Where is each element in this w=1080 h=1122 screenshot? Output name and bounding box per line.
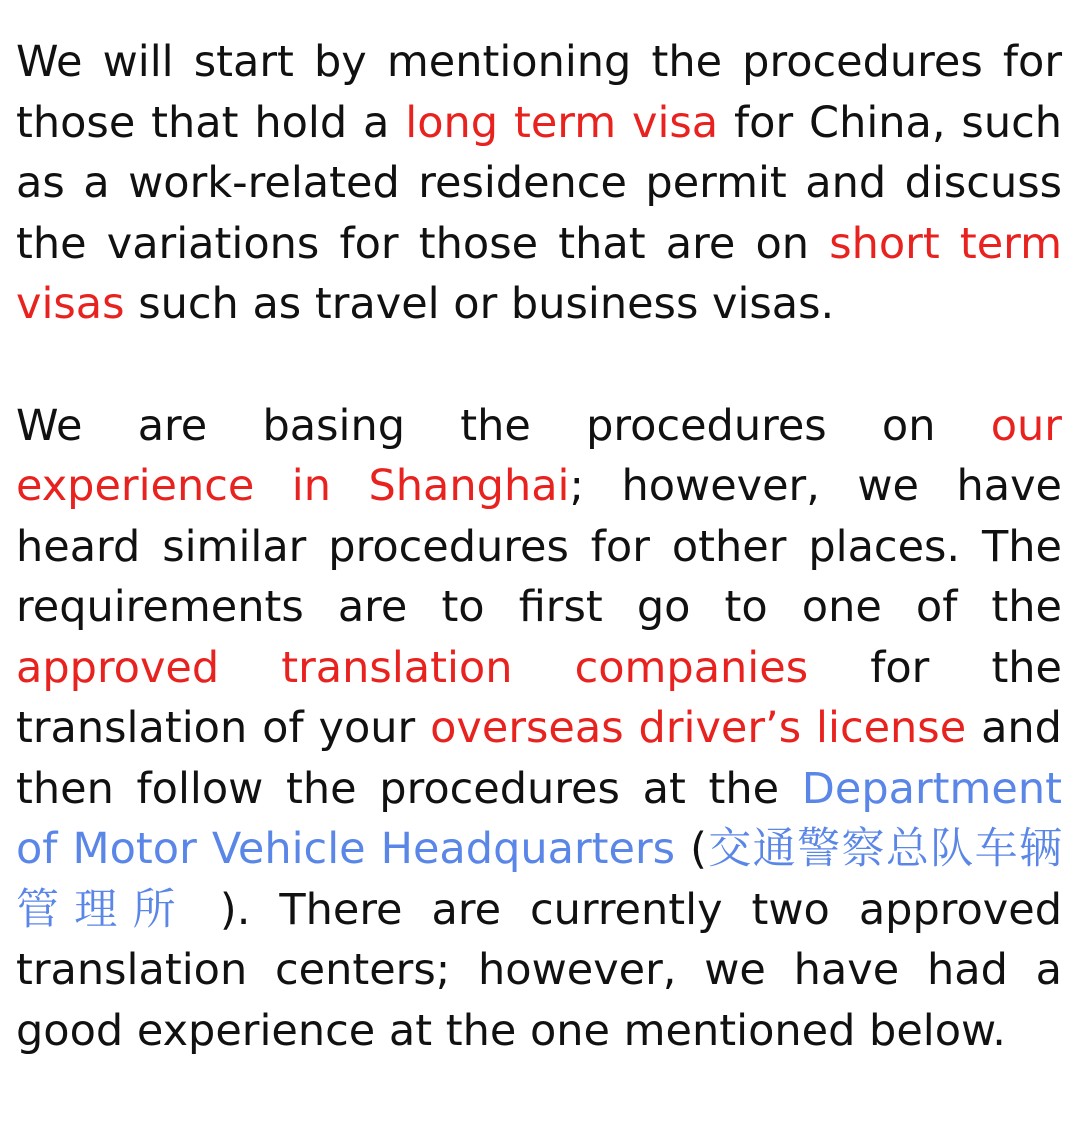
link-dmv-headquarters[interactable]: Department of Motor Vehicle Headquarters	[16, 763, 1062, 874]
link-dmv-chinese-name[interactable]: 交通警察总队车辆管理所	[16, 824, 1063, 935]
paragraph-text: We are basing the procedures on	[16, 400, 991, 451]
highlight-overseas-license: overseas driver’s license	[430, 703, 967, 753]
paragraph-text: such as travel or business visas.	[124, 279, 835, 329]
highlight-long-term-visa: long term visa	[405, 97, 719, 148]
paragraph-text: We will start by mentioning the procedures for those that hold a	[16, 37, 1062, 148]
paragraph-text: for China, such as a work-related residence permit and discuss the variations for those that are on	[16, 97, 1062, 269]
paragraph-text: ; however, we have heard similar procedures for other places. The requirements are to first go to one of the	[16, 461, 1063, 632]
paragraph-text: for the translation of your	[16, 642, 1063, 753]
paragraph-text: ). There are currently two approved translation centers; however, we have had a good experience at the one mentioned below.	[16, 884, 1062, 1056]
paragraph-visa-types	[16, 32, 1062, 335]
article-body	[16, 32, 1062, 1122]
paragraph-text: and then follow the procedures at the	[16, 703, 1062, 814]
highlight-experience-shanghai: our experience in Shanghai	[16, 400, 1062, 511]
paragraph-procedures	[16, 396, 1062, 1062]
highlight-approved-translation-companies: approved translation companies	[16, 642, 809, 693]
highlight-short-term-visas: short term visas	[16, 218, 1062, 329]
paragraph-text: (	[675, 824, 707, 874]
